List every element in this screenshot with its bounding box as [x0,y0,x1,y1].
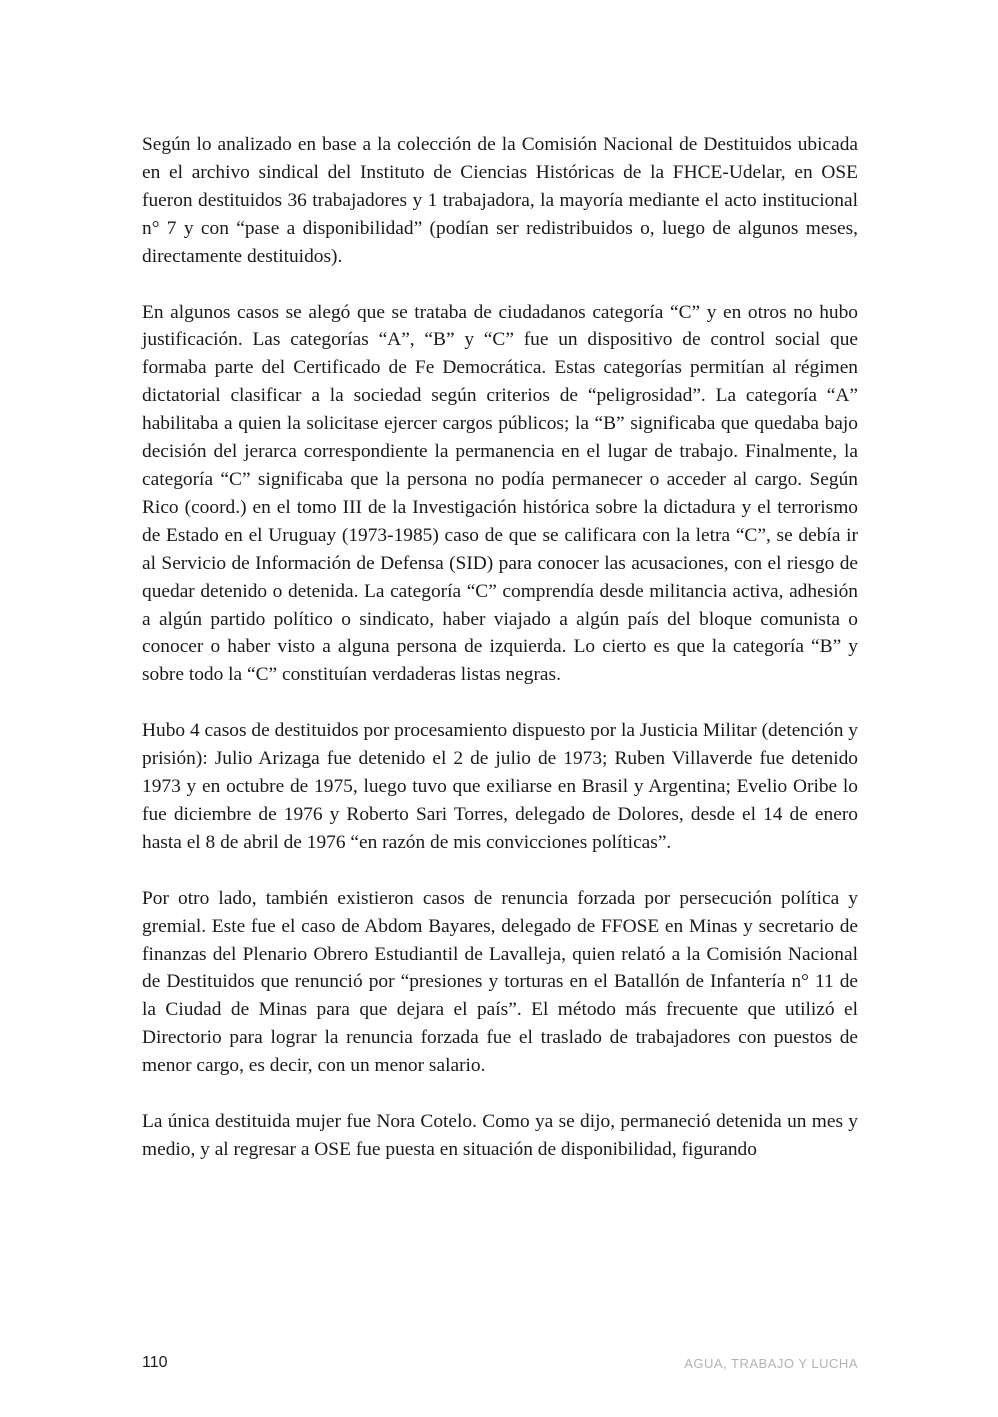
page-number: 110 [142,1354,168,1371]
paragraph-3: Hubo 4 casos de destituidos por procesamiento dispuesto por la Justicia Militar (detención y prisión): Julio Arizaga fue detenido el 2 de julio de 1973; Ruben Villaverde fue detenido 1973 y en octubre de 1975, luego tuvo que exiliarse en Brasil y Argentina; Evelio Oribe lo fue diciembre de 1976 y Roberto Sari Torres, delegado de Dolores, desde el 14 de enero hasta el 8 de abril de 1976 “en razón de mis convicciones políticas”. [142,720,858,853]
paragraph-5: La única destituida mujer fue Nora Cotelo. Como ya se dijo, permaneció detenida un mes y medio, y al regresar a OSE fue puesta en situación de disponibilidad, figurando [142,1111,858,1160]
paragraph-2: En algunos casos se alegó que se trataba de ciudadanos categoría “C” y en otros no hubo justificación. Las categorías “A”, “B” y “C” fue un dispositivo de control social que formaba parte del Certificado de Fe Democrática. Estas categorías permitían al régimen dictatorial clasificar a la sociedad según criterios de “peligrosidad”. La categoría “A” habilitaba a quien la solicitase ejercer cargos públicos; la “B” significaba que quedaba bajo decisión del jerarca correspondiente la permanencia en el lugar de trabajo. Finalmente, la categoría “C” significaba que la persona no podía permanecer o acceder al cargo. Según Rico (coord.) en el tomo III de la Investigación histórica sobre la dictadura y el terrorismo de Estado en el Uruguay (1973-1985) caso de que se calificara con la letra “C”, se debía ir al Servicio de Información de Defensa (SID) para conocer las acusaciones, con el riesgo de quedar detenido o detenida. La categoría “C” comprendía desde militancia activa, adhesión a algún partido político o sindicato, haber viajado a algún país del bloque comunista o conocer o haber visto a alguna persona de izquierda. Lo cierto es que la categoría “B” y sobre todo la “C” constituían verdaderas listas negras. [142,301,858,686]
paragraph-4: Por otro lado, también existieron casos de renuncia forzada por persecución política y gremial. Este fue el caso de Abdom Bayares, delegado de FFOSE en Minas y secretario de finanzas del Plenario Obrero Estudiantil de Lavalleja, quien relató a la Comisión Nacional de Destituidos que renunció por “presiones y torturas en el Batallón de Infantería n° 11 de la Ciudad de Minas para que dejara el país”. El método más frecuente que utilizó el Directorio para lograr la renuncia forzada fue el traslado de trabajadores con puestos de menor cargo, es decir, con un menor salario. [142,887,858,1077]
running-footer-title: AGUA, TRABAJO Y LUCHA [684,1356,858,1371]
body-text [142,131,858,1192]
paragraph-1: Según lo analizado en base a la colección de la Comisión Nacional de Destituidos ubicada en el archivo sindical del Instituto de Ciencias Históricas de la FHCE-Udelar, en OSE fueron destituidos 36 trabajadores y 1 trabajadora, la mayoría mediante el acto institucional n° 7 y con “pase a disponibilidad” (podían ser redistribuidos o, luego de algunos meses, directamente destituidos). [142,134,858,267]
